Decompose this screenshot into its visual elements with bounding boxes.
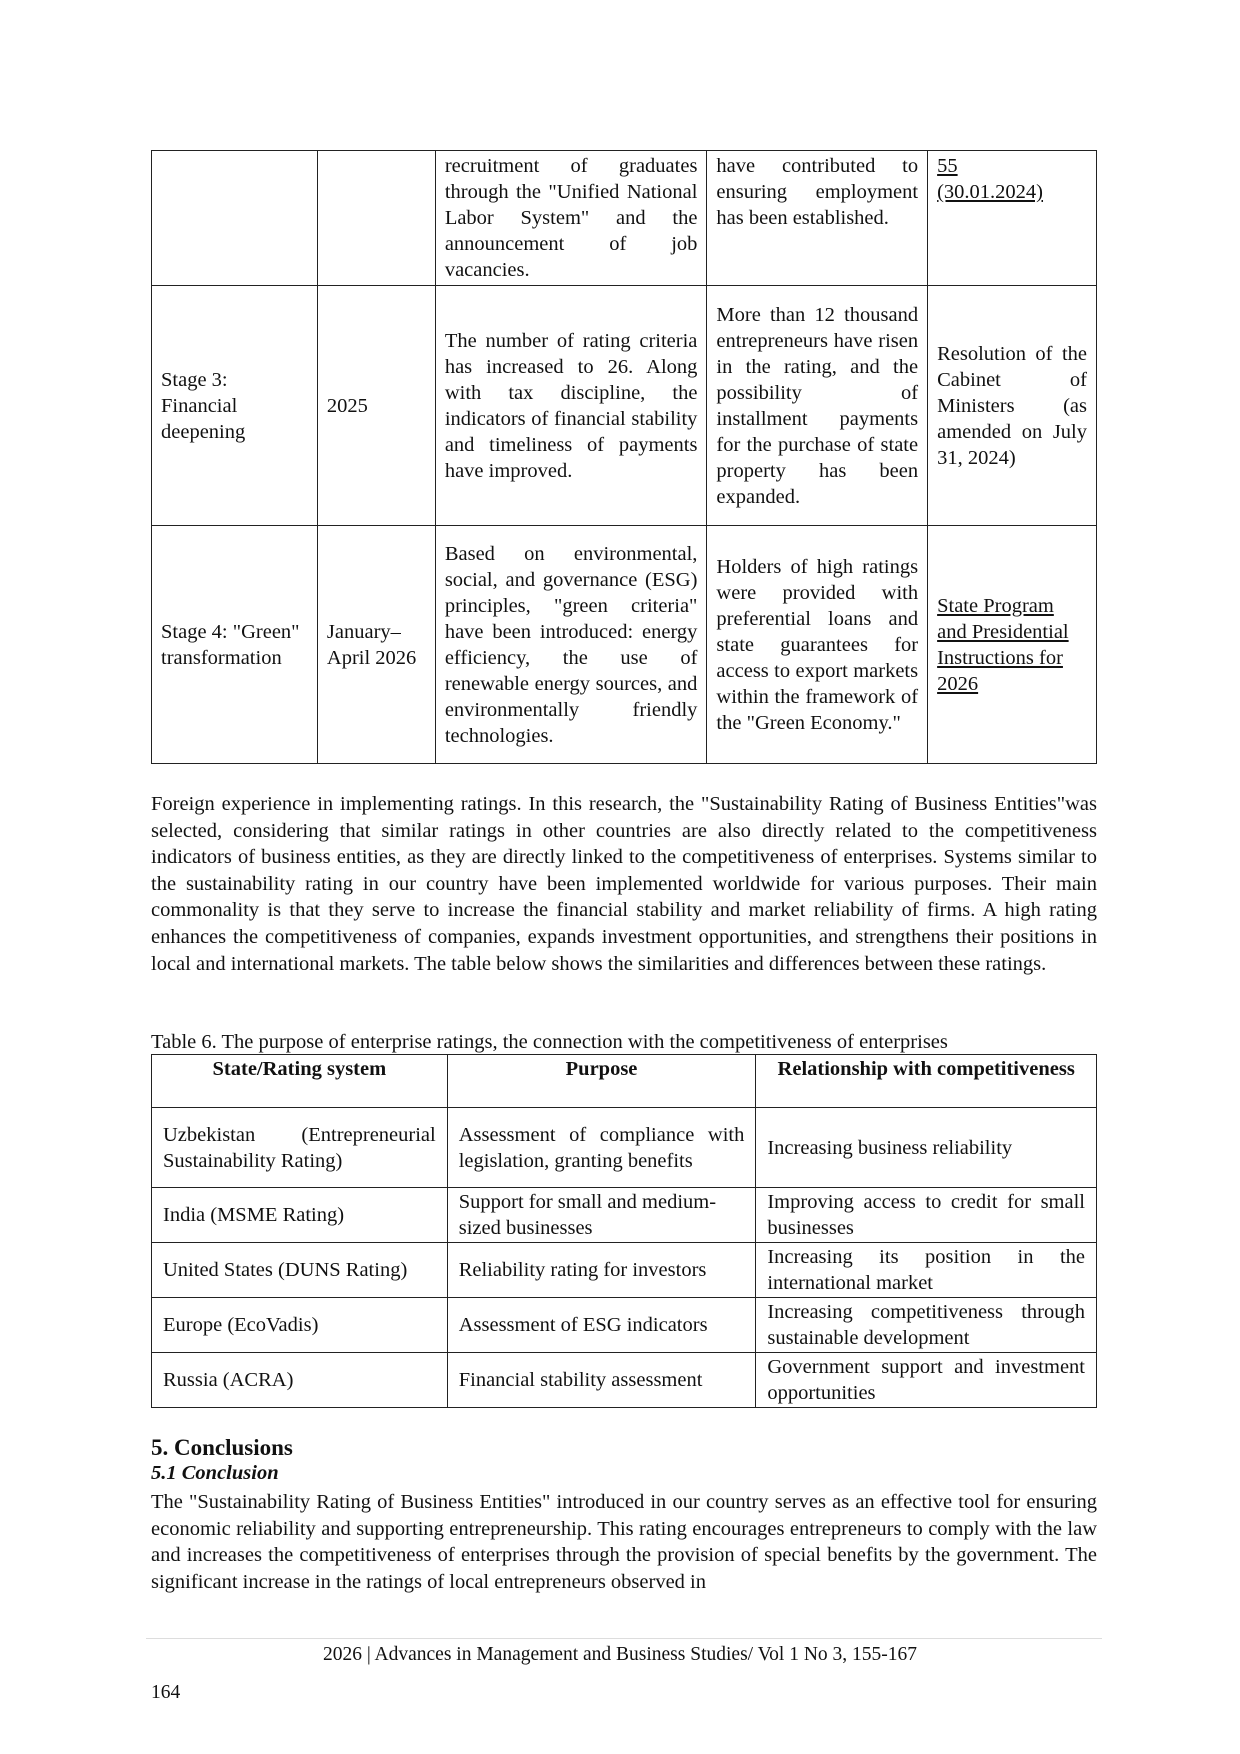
table-cell: The number of rating criteria has increased to 26. Along with tax discipline, the indicators of financial stability and timeliness of payments have improved. — [435, 286, 707, 526]
table-cell: Support for small and medium-sized businesses — [447, 1188, 756, 1243]
column-header: Relationship with competitiveness — [756, 1055, 1097, 1108]
stages-table — [151, 150, 1097, 764]
table-row — [152, 1353, 1097, 1408]
table-cell: Stage 4: "Green" transformation — [152, 526, 318, 764]
section-title: 5. Conclusions — [151, 1435, 293, 1460]
body-paragraph: Foreign experience in implementing ratings. In this research, the "Sustainability Rating of Business Entities"was selected, considering that similar ratings in other countries are also directly related to the competitiveness indicators of business entities, as they are directly linked to the competitiveness of enterprises. Systems similar to the sustainability rating in our country have been implemented worldwide for various purposes. Their main commonality is that they serve to increase the financial stability and market reliability of firms. A high rating enhances the competitiveness of companies, expands investment opportunities, and strengthens their positions in local and international markets. The table below shows the similarities and differences between these ratings. — [151, 793, 1097, 975]
table-cell: Based on environmental, social, and governance (ESG) principles, "green criteria" have been introduced: energy efficiency, the use of renewable energy sources, and environmentally friendly technologies. — [435, 526, 707, 764]
ratings-table — [151, 1054, 1097, 1408]
table-row — [152, 1243, 1097, 1298]
table-cell: Resolution of the Cabinet of Ministers (as amended on July 31, 2024) — [928, 286, 1097, 526]
table-row — [152, 1108, 1097, 1188]
table-cell: Increasing business reliability — [756, 1108, 1097, 1188]
table-cell: Government support and investment opportunities — [756, 1353, 1097, 1408]
table-cell — [317, 151, 435, 286]
journal-footer: 2026 | Advances in Management and Business Studies/ Vol 1 No 3, 155-167 — [322, 1644, 918, 1665]
table-cell: Russia (ACRA) — [152, 1353, 448, 1408]
table-cell: Increasing its position in the international market — [756, 1243, 1097, 1298]
table-cell: United States (DUNS Rating) — [152, 1243, 448, 1298]
reference-link[interactable]: (30.01.2024) — [937, 181, 1044, 203]
page-number: 164 — [151, 1682, 181, 1703]
column-header: Purpose — [447, 1055, 756, 1108]
table-cell: Assessment of compliance with legislation, granting benefits — [447, 1108, 756, 1188]
table-cell: More than 12 thousand entrepreneurs have risen in the rating, and the possibility of installment payments for the purchase of state property has been expanded. — [707, 286, 928, 526]
table-cell: Financial stability assessment — [447, 1353, 756, 1408]
reference-cell — [928, 151, 1097, 286]
table-cell: Holders of high ratings were provided with preferential loans and state guarantees for access to export markets within the framework of the "Green Economy." — [707, 526, 928, 764]
table-cell: Assessment of ESG indicators — [447, 1298, 756, 1353]
body-paragraph: The "Sustainability Rating of Business Entities" introduced in our country serves as an effective tool for ensuring economic reliability and supporting entrepreneurship. This rating encourages entrepreneurs to comply with the law and increases the competitiveness of enterprises through the provision of special benefits by the government. The significant increase in the ratings of local entrepreneurs observed in — [151, 1491, 1097, 1593]
table-row — [152, 151, 1097, 286]
table-cell: 2025 — [317, 286, 435, 526]
table-cell: Reliability rating for investors — [447, 1243, 756, 1298]
table-row — [152, 1188, 1097, 1243]
table-row — [152, 286, 1097, 526]
table-cell: recruitment of graduates through the "Unified National Labor System" and the announcement of job vacancies. — [435, 151, 707, 286]
table-caption: Table 6. The purpose of enterprise ratings, the connection with the competitiveness of enterprises — [151, 1031, 948, 1053]
table-cell — [152, 151, 318, 286]
table-cell: Improving access to credit for small businesses — [756, 1188, 1097, 1243]
subsection-title: 5.1 Conclusion — [151, 1462, 279, 1484]
reference-link[interactable]: 55 — [937, 155, 958, 177]
table-cell: Uzbekistan (Entrepreneurial Sustainability Rating) — [152, 1108, 448, 1188]
reference-link[interactable]: State Program and Presidential Instructions for 2026 — [937, 594, 1069, 695]
table-cell: Stage 3: Financial deepening — [152, 286, 318, 526]
table-cell: have contributed to ensuring employment has been established. — [707, 151, 928, 286]
column-header: State/Rating system — [152, 1055, 448, 1108]
table-header-row — [152, 1055, 1097, 1108]
table-cell: Europe (EcoVadis) — [152, 1298, 448, 1353]
table-row — [152, 526, 1097, 764]
reference-cell — [928, 526, 1097, 764]
table-cell: January–April 2026 — [317, 526, 435, 764]
table-cell: India (MSME Rating) — [152, 1188, 448, 1243]
table-cell: Increasing competitiveness through sustainable development — [756, 1298, 1097, 1353]
table-row — [152, 1298, 1097, 1353]
footer-divider — [146, 1638, 1102, 1639]
